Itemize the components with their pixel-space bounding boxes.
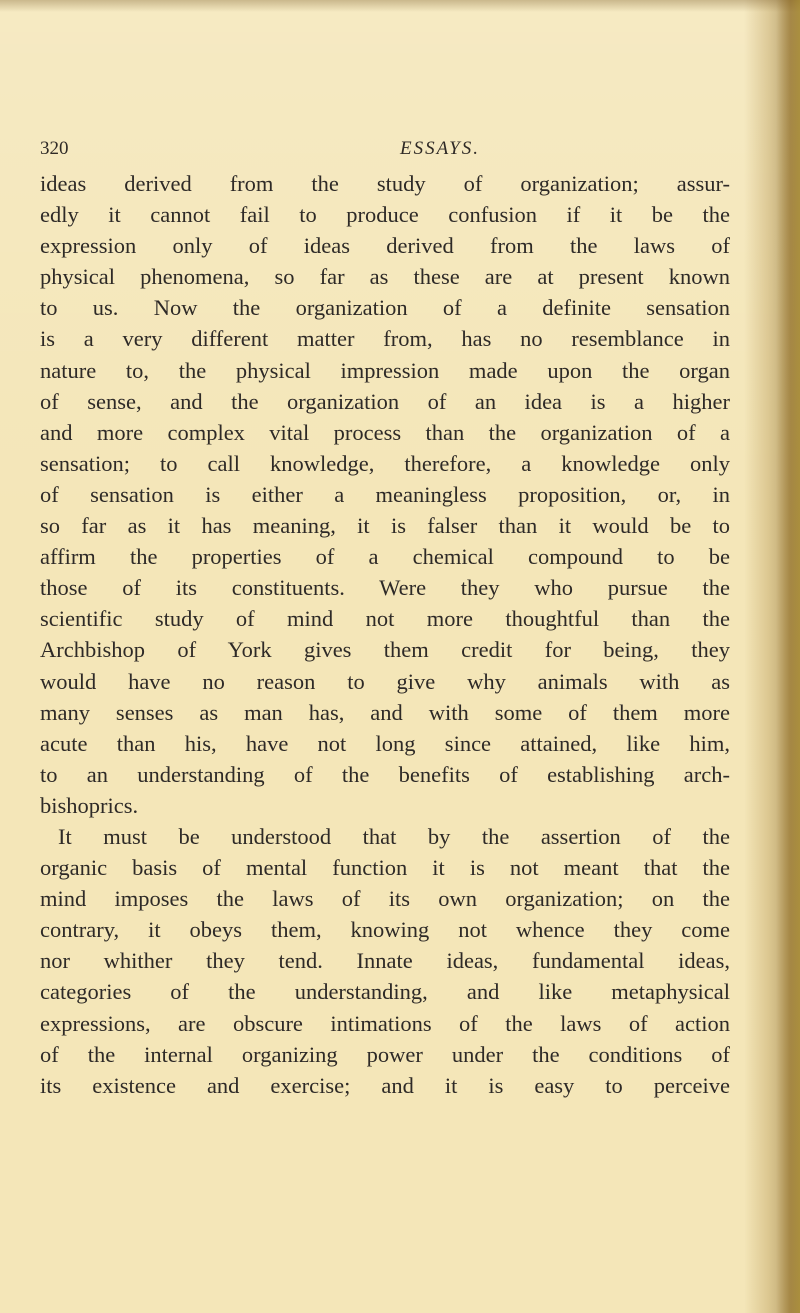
text-line: affirm the properties of a chemical compound to be — [40, 544, 730, 570]
text-line: nor whither they tend. Innate ideas, fundamental ideas, — [40, 948, 730, 974]
page-number: 320 — [40, 138, 69, 159]
text-line: acute than his, have not long since attained, like him, — [40, 730, 730, 756]
text-line: of sense, and the organization of an idea is a higher — [40, 388, 730, 414]
text-line: so far as it has meaning, it is falser than it would be to — [40, 513, 730, 539]
running-head: ESSAYS. — [400, 138, 480, 159]
text-line: of sensation is either a meaningless proposition, or, in — [40, 481, 730, 507]
text-line: mind imposes the laws of its own organization; on the — [40, 886, 730, 912]
text-line: edly it cannot fail to produce confusion if it be the — [40, 202, 730, 228]
body-text — [40, 168, 730, 1101]
text-line: ideas derived from the study of organization; assur- — [40, 171, 730, 196]
text-line: sensation; to call knowledge, therefore, a knowledge only — [40, 450, 730, 476]
text-line: to us. Now the organization of a definite sensation — [40, 295, 730, 321]
text-line: expression only of ideas derived from the laws of — [40, 233, 730, 259]
text-line: nature to, the physical impression made upon the organ — [40, 357, 730, 383]
text-line: expressions, are obscure intimations of the laws of action — [40, 1010, 730, 1036]
text-line: It must be understood that by the assertion of the — [58, 823, 730, 849]
text-line: organic basis of mental function it is not meant that the — [40, 855, 730, 881]
text-line: of the internal organizing power under the conditions of — [40, 1041, 730, 1067]
page-top-shadow — [0, 0, 800, 12]
text-line: is a very different matter from, has no resemblance in — [40, 326, 730, 352]
text-line: Archbishop of York gives them credit for being, they — [40, 637, 730, 663]
text-line: physical phenomena, so far as these are at present known — [40, 264, 730, 290]
text-line: and more complex vital process than the organization of a — [40, 419, 730, 445]
text-line: its existence and exercise; and it is easy to perceive — [40, 1072, 730, 1098]
text-line: scientific study of mind not more thoughtful than the — [40, 606, 730, 632]
text-line: bishoprics. — [40, 792, 139, 818]
page-edge-shadow — [776, 0, 800, 1313]
paragraph-1 — [40, 168, 730, 821]
text-line: would have no reason to give why animals with as — [40, 668, 730, 694]
text-line: categories of the understanding, and like metaphysical — [40, 979, 730, 1005]
text-line: to an understanding of the benefits of establishing arch- — [40, 761, 730, 787]
paragraph-2 — [40, 821, 730, 1101]
text-line: contrary, it obeys them, knowing not whence they come — [40, 917, 730, 943]
page-header — [40, 128, 720, 168]
text-line: many senses as man has, and with some of them more — [40, 699, 730, 725]
text-line: those of its constituents. Were they who pursue the — [40, 575, 730, 601]
